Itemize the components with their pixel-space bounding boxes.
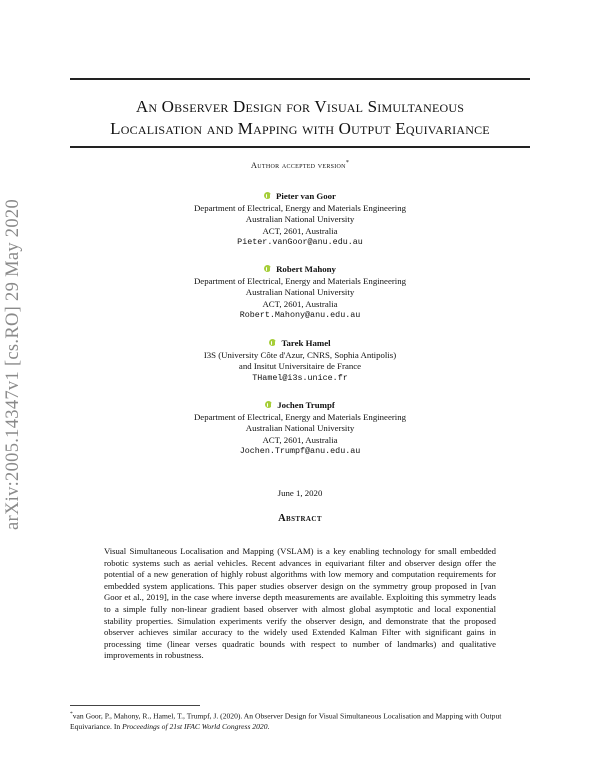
- version-note: [70, 160, 530, 170]
- footnote-rule: [70, 705, 200, 706]
- affiliation-line: Australian National University: [245, 423, 355, 433]
- title-bottom-rule: [70, 146, 530, 148]
- footnote-venue: Proceedings of 21st IFAC World Congress 2020: [122, 721, 268, 731]
- affiliation-line: and Insitut Universitaire de France: [238, 361, 362, 371]
- author-block: [70, 264, 530, 322]
- arxiv-identifier-stamp: arXiv:2005.14347v1 [cs.RO] 29 May 2020: [3, 198, 23, 530]
- footnote-mark: *: [70, 711, 73, 717]
- author-email[interactable]: Jochen.Trumpf@anu.edu.au: [239, 446, 361, 456]
- affiliation-line: Department of Electrical, Energy and Materials Engineering: [193, 275, 407, 286]
- orcid-icon[interactable]: [269, 339, 276, 346]
- affiliation-line: ACT, 2601, Australia: [262, 434, 338, 445]
- publication-date: June 1, 2020: [277, 488, 323, 498]
- title-top-rule: [70, 78, 530, 80]
- affiliation-line: Department of Electrical, Energy and Materials Engineering: [193, 411, 407, 422]
- version-label: Author accepted version: [250, 160, 346, 170]
- affiliation-line: ACT, 2601, Australia: [262, 225, 338, 236]
- orcid-icon[interactable]: [265, 401, 272, 408]
- affiliation-line: Australian National University: [245, 214, 355, 224]
- author-name: Jochen Trumpf: [277, 400, 335, 410]
- footnote-text: van Goor, P., Mahony, R., Hamel, T., Trumpf, J. (2020). An Observer Design for Visual Simultaneous Localisation and Mapping with Output Equivariance. In: [70, 711, 502, 731]
- affiliation-line: I3S (University Côte d'Azur, CNRS, Sophia Antipolis): [203, 349, 397, 360]
- title-line-2: Localisation and Mapping with Output Equivariance: [110, 119, 490, 138]
- author-email[interactable]: Robert.Mahony@anu.edu.au: [239, 310, 361, 320]
- orcid-icon[interactable]: [264, 192, 271, 199]
- title-line-1: An Observer Design for Visual Simultaneous: [135, 97, 465, 116]
- author-block: [70, 191, 530, 249]
- affiliation-line: Australian National University: [245, 287, 355, 297]
- author-name: Tarek Hamel: [281, 338, 331, 348]
- abstract-heading: Abstract: [278, 513, 322, 524]
- paper-title: [70, 96, 530, 140]
- author-block: [70, 400, 530, 458]
- affiliation-line: Department of Electrical, Energy and Materials Engineering: [193, 202, 407, 213]
- footnote-end: .: [267, 721, 270, 731]
- author-name: Pieter van Goor: [276, 191, 336, 201]
- version-footnote-mark: *: [345, 160, 350, 167]
- abstract-body: Visual Simultaneous Localisation and Mapping (VSLAM) is a key enabling technology for small embedded robotic systems such as aerial vehicles. Recent advances in equivariant filter and observer design offer the potential of a new generation of highly robust algorithms with low memory and computation requirements for embedded system applications. This paper studies observer design on the symmetry group proposed in [van Goor et al., 2019], in the case where inverse depth measurements are available. Exploiting this symmetry leads to a simple fully non-linear gradient based observer with almost global asymptotic and local exponential stability properties. Simulation experiments verify the observer design, and demonstrate that the proposed observer achieves similar accuracy to the widely used Extended Kalman Filter with significant gains in processing time (linear verses quadratic bounds with respect to number of landmarks) and qualitative improvements in robustness.: [104, 546, 496, 661]
- author-name: Robert Mahony: [276, 264, 336, 274]
- footnote: [70, 709, 532, 732]
- author-block: [70, 338, 530, 384]
- affiliation-line: ACT, 2601, Australia: [262, 298, 338, 309]
- author-email[interactable]: Pieter.vanGoor@anu.edu.au: [237, 237, 363, 247]
- author-email[interactable]: THamel@i3s.unice.fr: [252, 372, 348, 383]
- orcid-icon[interactable]: [264, 265, 271, 272]
